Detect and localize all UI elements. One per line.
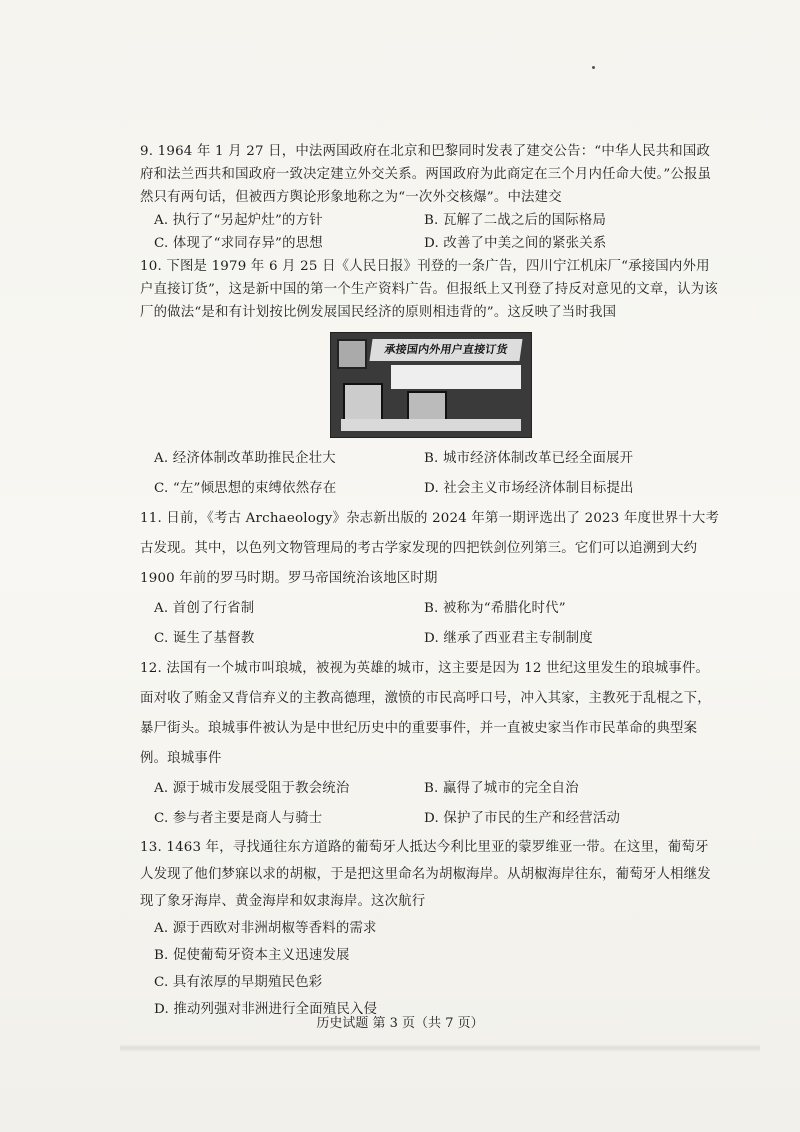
option-b: B. 赢得了城市的完全自治 (424, 781, 579, 796)
option-b: B. 城市经济体制改革已经全面展开 (424, 451, 634, 466)
question-11-options (154, 594, 720, 654)
question-12-stem: 12. 法国有一个城市叫琅城，被视为英雄的城市，这主要是因为 12 世纪这里发生的琅城事件。面对收了贿金又背信弃义的主教高德理，激愤的市民高呼口号，冲入其家，主教死于乱棍之下，暴尸街头。琅城事件被认为是中世纪历史中的重要事件，并一直被史家当作市民革命的典型案例。琅城事件 (140, 661, 711, 766)
question-13-options (140, 915, 720, 1023)
newspaper-ad-image (330, 332, 532, 438)
scan-shadow (120, 1044, 760, 1052)
ad-footer-band (341, 419, 521, 431)
option-a: A. 首创了行省制 (154, 601, 255, 616)
logo-mark (337, 339, 367, 369)
option-b: B. 被称为“希腊化时代” (424, 601, 566, 616)
option-d: D. 改善了中美之间的紧张关系 (424, 236, 607, 251)
question-12 (140, 654, 720, 834)
speck (592, 66, 595, 69)
option-a: A. 执行了“另起炉灶”的方针 (154, 213, 323, 228)
option-b: B. 瓦解了二战之后的国际格局 (424, 213, 607, 228)
option-a: A. 经济体制改革助推民企壮大 (154, 451, 336, 466)
option-d: D. 社会主义市场经济体制目标提出 (424, 481, 634, 496)
machine-illustration (343, 383, 383, 421)
question-11 (140, 504, 720, 654)
question-9-options (154, 209, 720, 255)
ad-subtext (391, 365, 521, 389)
ad-headline: 承接国内外用户直接订货 (369, 339, 522, 361)
question-13 (140, 834, 720, 1023)
option-b: B. 促使葡萄牙资本主义迅速发展 (154, 948, 350, 963)
option-a: A. 源于西欧对非洲胡椒等香料的需求 (154, 921, 377, 936)
option-c: C. 诞生了基督教 (154, 631, 255, 646)
option-c: C. “左”倾思想的束缚依然存在 (154, 481, 337, 496)
page-footer: 历史试题 第 3 页（共 7 页） (316, 1016, 484, 1031)
option-c: C. 具有浓厚的早期殖民色彩 (154, 975, 323, 990)
option-d: D. 保护了市民的生产和经营活动 (424, 811, 621, 826)
option-c: C. 参与者主要是商人与骑士 (154, 811, 323, 826)
option-a: A. 源于城市发展受阻于教会统治 (154, 781, 350, 796)
question-13-stem: 13. 1463 年，寻找通往东方道路的葡萄牙人抵达今利比里亚的蒙罗维亚一带。在这里，葡萄牙人发现了他们梦寐以求的胡椒，于是把这里命名为胡椒海岸。从胡椒海岸往东，葡萄牙人相继发现了象牙海岸、黄金海岸和奴隶海岸。这次航行 (140, 840, 711, 909)
option-c: C. 体现了“求同存异”的思想 (154, 236, 323, 251)
question-10 (140, 255, 720, 504)
question-11-stem: 11. 日前，《考古 Archaeology》杂志新出版的 2024 年第一期评选出了 2023 年度世界十大考古发现。其中，以色列文物管理局的考古学家发现的四把铁剑位列第三。它们可以追溯到大约 1900 年前的罗马时期。罗马帝国统治该地区时期 (140, 511, 720, 586)
question-9-stem: 9. 1964 年 1 月 27 日，中法两国政府在北京和巴黎同时发表了建交公告：“中华人民共和国政府和法兰西共和国政府一致决定建立外交关系。两国政府为此商定在三个月内任命大使。”公报虽然只有两句话，但被西方舆论形象地称之为“一次外交核爆”。中法建交 (140, 144, 712, 205)
question-9 (140, 140, 720, 255)
option-d: D. 继承了西亚君主专制制度 (424, 631, 593, 646)
option-d: D. 推动列强对非洲进行全面殖民入侵 (154, 1002, 378, 1017)
question-10-options (154, 444, 720, 504)
question-10-stem: 10. 下图是 1979 年 6 月 25 日《人民日报》刊登的一条广告，四川宁江机床厂“承接国内外用户直接订货”，这是新中国的第一个生产资料广告。但报纸上又刊登了持反对意见的文章，认为该厂的做法“是和有计划按比例发展国民经济的原则相违背的”。这反映了当时我国 (140, 259, 718, 320)
questions (140, 140, 720, 1023)
question-12-options (154, 774, 720, 834)
